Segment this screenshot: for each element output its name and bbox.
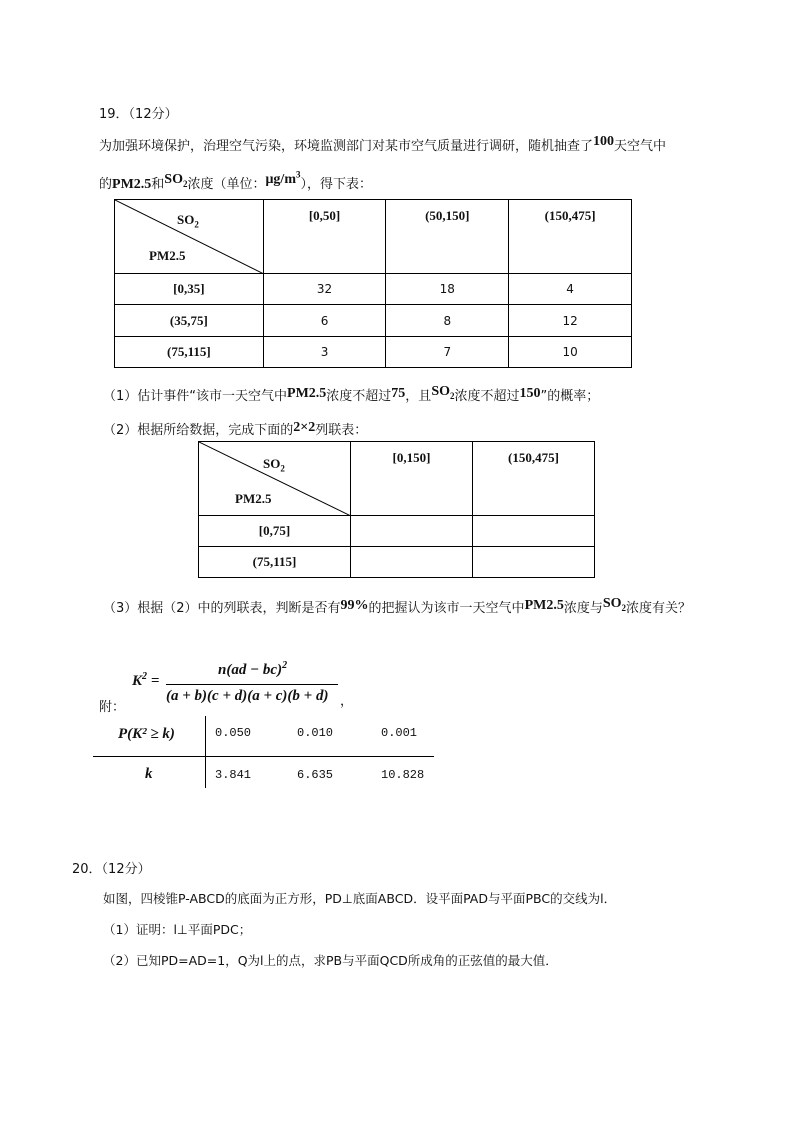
q19-line2-c: 浓度（单位： (187, 177, 266, 192)
unit-label: $\mu g/m^3$ (265, 169, 301, 187)
formula-numerator: n(ad − bc)$^2$ (218, 660, 288, 678)
table1-cell: 4 (509, 274, 632, 305)
formula-denominator: (a + b)(c + d)(a + c)(b + d) (166, 688, 329, 704)
q19-part1: （1）估计事件“该市一天空气中PM2.5浓度不超过75，且$SO_2$浓度不超过150”的概率； (103, 384, 600, 404)
table1-cell: 3 (263, 337, 386, 368)
q19-part3: （3）根据（2）中的列联表，判断是否有99%的把握认为该市一天空气中PM2.5浓度与$SO_2$浓度有关？ (103, 596, 692, 616)
q19-line2-b: 和 (151, 177, 165, 192)
table1-cell: 6 (263, 305, 386, 337)
table1-col-header: (50,150] (386, 200, 509, 274)
table2-row-label: (75,115] (199, 547, 351, 578)
table1-cell: 18 (386, 274, 509, 305)
table-row (199, 547, 595, 578)
table1-cell: 12 (509, 305, 632, 337)
table2-corner-so2: $SO_2$ (263, 456, 285, 474)
table1-corner-cell (115, 200, 264, 274)
table1-cell: 10 (509, 337, 632, 368)
k-table-row2-label: k (145, 766, 153, 782)
table-row (115, 274, 632, 305)
q20-part1: （1）证明：l⊥平面PDC； (103, 922, 252, 937)
table2-col-header: [0,150] (351, 442, 473, 516)
table2-empty-cell (473, 547, 595, 578)
pm25-label: PM2.5 (112, 177, 152, 192)
table1-cell: 32 (263, 274, 386, 305)
q19-number: 19．（12分） (99, 107, 178, 122)
q19-n100: 100 (593, 134, 615, 149)
k-table-horizontal-rule (93, 756, 434, 757)
k-table-value: 0.001 (381, 726, 418, 740)
k-table-value: 6.635 (297, 768, 334, 782)
q19-unit-line (99, 169, 373, 194)
table1-row-label: (75,115] (115, 337, 264, 368)
q19-intro-text-2: 天空气中 (614, 139, 667, 154)
table2-corner-pm25: PM2.5 (235, 491, 272, 506)
q20-number: 20．（12分） (72, 862, 151, 877)
q19-intro-text-1: 为加强环境保护，治理空气污染，环境监测部门对某市空气质量进行调研，随机抽查了 (99, 139, 594, 154)
table2-empty-cell (351, 547, 473, 578)
formula-comma: ， (340, 694, 354, 709)
fraction-bar (166, 684, 338, 685)
table1-cell: 7 (386, 337, 509, 368)
k-table-value: 0.050 (215, 726, 252, 740)
k-table-value: 0.010 (297, 726, 334, 740)
table2-diagonal-line (199, 442, 351, 516)
table2-empty-cell (351, 516, 473, 547)
table1-row-label: (35,75] (115, 305, 264, 337)
table-row (199, 516, 595, 547)
table2-empty-cell (473, 516, 595, 547)
table-row (115, 337, 632, 368)
formula-lhs: $K^2$ = (132, 671, 160, 689)
table1-corner-so2: $SO_2$ (177, 212, 199, 230)
q19-line2-d: ），得下表： (300, 177, 373, 192)
so2-label: $SO_2$ (164, 172, 188, 189)
data-table-1 (114, 199, 632, 368)
table1-row-label: [0,35] (115, 274, 264, 305)
table1-col-header: [0,50] (263, 200, 386, 274)
q20-statement: 如图，四棱锥P-ABCD的底面为正方形，PD⊥底面ABCD．设平面PAD与平面PBC的交线为l． (103, 891, 617, 906)
q19-intro-line (99, 135, 666, 155)
table1-cell: 8 (386, 305, 509, 337)
table2-row-label: [0,75] (199, 516, 351, 547)
table1-col-header: (150,475] (509, 200, 632, 274)
q20-part2: （2）已知PD=AD=1，Q为l上的点，求PB与平面QCD所成角的正弦值的最大值． (103, 953, 558, 968)
k-table-value: 3.841 (215, 768, 252, 782)
k-table-value: 10.828 (381, 768, 425, 782)
table-row (115, 305, 632, 337)
table2-col-header: (150,475] (473, 442, 595, 516)
q19-part2: （2）根据所给数据，完成下面的2×2列联表： (103, 420, 368, 438)
q19-line2-a: 的 (99, 177, 113, 192)
table1-corner-pm25: PM2.5 (149, 248, 186, 263)
k-table-vertical-rule (205, 716, 206, 788)
contingency-table-2x2 (198, 441, 595, 578)
table2-corner-cell (199, 442, 351, 516)
appendix-label: 附： (99, 700, 126, 715)
k-table-row1-label: P(K² ≥ k) (118, 726, 175, 742)
